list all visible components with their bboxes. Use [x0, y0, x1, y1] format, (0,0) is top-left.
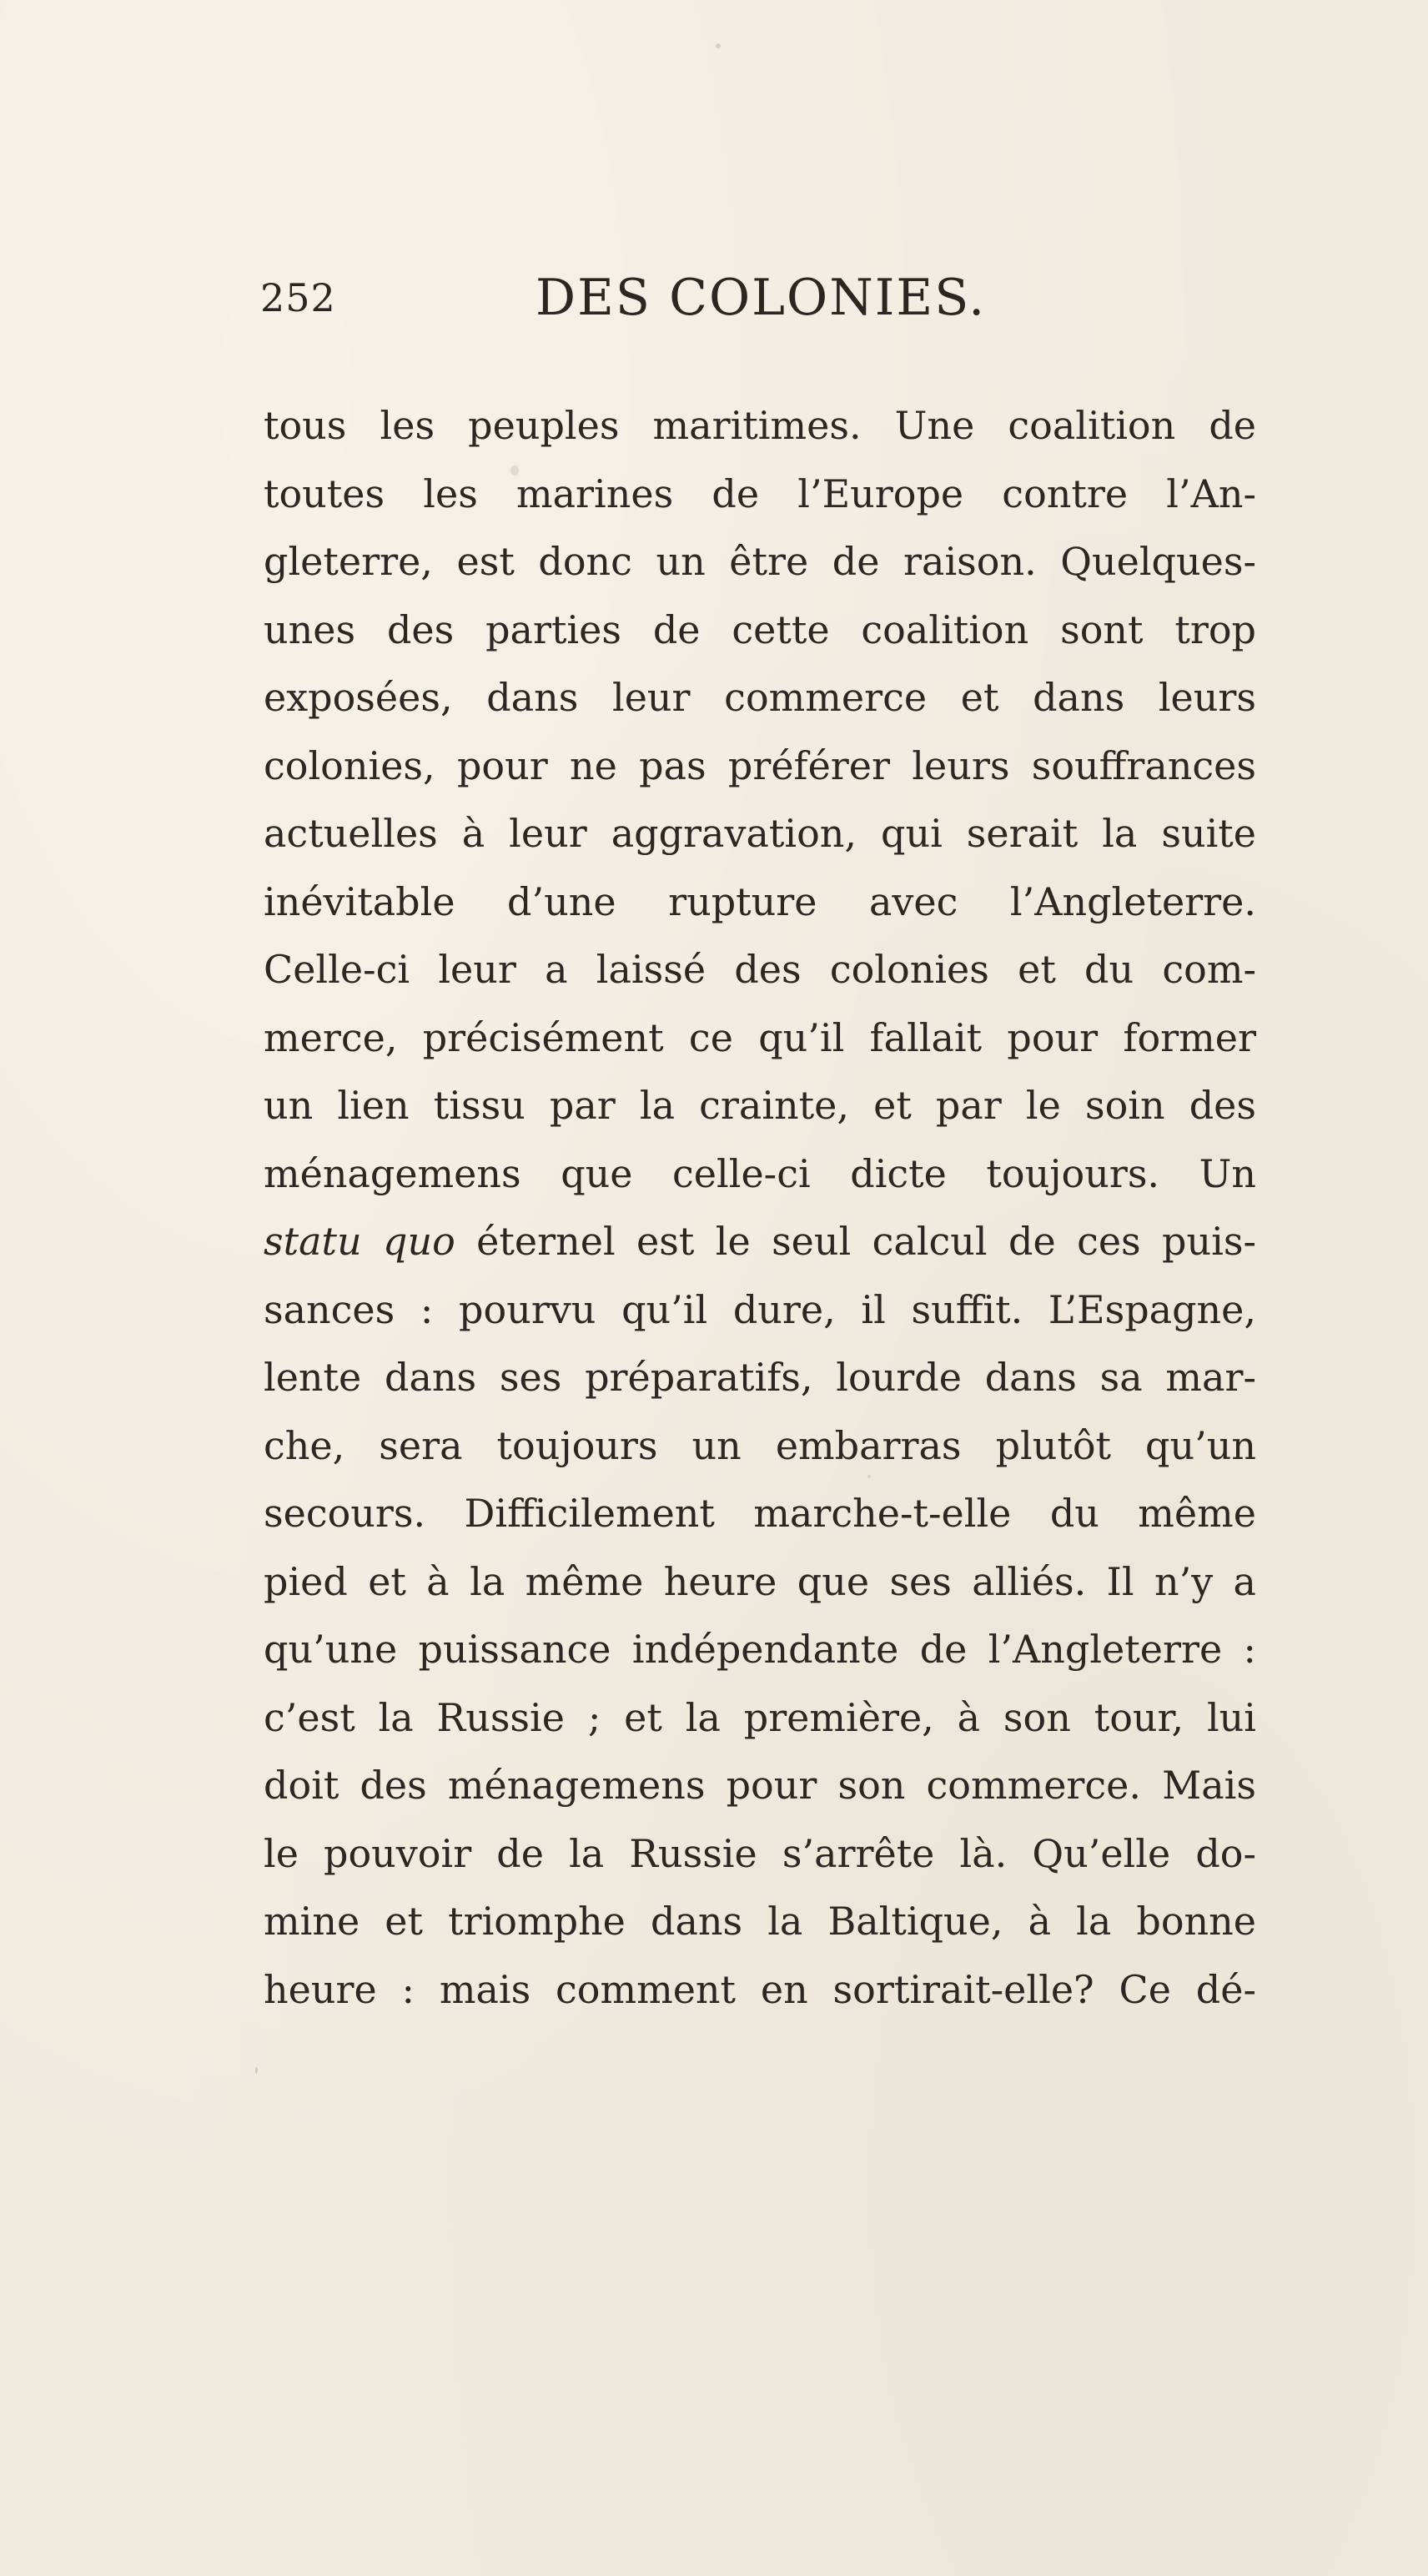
text-line: qu’une puissance indépendante de l’Angleterre : — [264, 1627, 1256, 1672]
text-line-italic — [264, 1208, 1256, 1276]
text-line: exposées, dans leur commerce et dans leurs — [264, 675, 1256, 720]
running-head: DES COLONIES. — [536, 269, 987, 327]
text-line: actuelles à leur aggravation, qui serait la suite — [264, 811, 1256, 856]
italic-line-rest: éternel est le seul calcul de ces puis- — [455, 1219, 1256, 1264]
text-line: c’est la Russie ; et la première, à son tour, lui — [264, 1694, 1256, 1740]
page-number: 252 — [260, 275, 336, 320]
text-line: unes des parties de cette coalition sont trop — [264, 606, 1256, 652]
text-line: tous les peuples maritimes. Une coalition de — [264, 403, 1256, 448]
text-line: toutes les marines de l’Europe contre l’An- — [264, 470, 1256, 516]
italic-phrase: statu quo — [264, 1219, 455, 1264]
text-line: gleterre, est donc un être de raison. Quelques- — [264, 539, 1256, 584]
paper-speck — [716, 43, 721, 48]
text-line: che, sera toujours un embarras plutôt qu’un — [264, 1422, 1256, 1468]
text-line: mine et triomphe dans la Baltique, à la bonne — [264, 1899, 1256, 1944]
text-line: pied et à la même heure que ses alliés. Il n’y a — [264, 1558, 1256, 1604]
text-line: un lien tissu par la crainte, et par le soin des — [264, 1083, 1256, 1128]
text-line: colonies, pour ne pas préférer leurs souffrances — [264, 742, 1256, 788]
text-line: sances : pourvu qu’il dure, il suffit. L’Espagne, — [264, 1286, 1256, 1332]
text-line: lente dans ses préparatifs, lourde dans sa mar- — [264, 1355, 1256, 1400]
page-header — [260, 269, 1253, 335]
text-line: Celle-ci leur a laissé des colonies et du com- — [264, 947, 1256, 992]
paper-speck — [255, 2067, 258, 2074]
text-line: le pouvoir de la Russie s’arrête là. Qu’elle do- — [264, 1830, 1256, 1876]
text-line: secours. Difficilement marche-t-elle du même — [264, 1491, 1256, 1536]
text-line: doit des ménagemens pour son commerce. Mais — [264, 1763, 1256, 1808]
text-line: merce, précisément ce qu’il fallait pour former — [264, 1014, 1256, 1060]
text-line: inévitable d’une rupture avec l’Angleterre. — [264, 878, 1256, 924]
text-line: ménagemens que celle-ci dicte toujours. Un — [264, 1150, 1256, 1196]
body-text — [264, 392, 1256, 2024]
text-line: heure : mais comment en sortirait-elle? Ce dé- — [264, 1966, 1256, 2012]
